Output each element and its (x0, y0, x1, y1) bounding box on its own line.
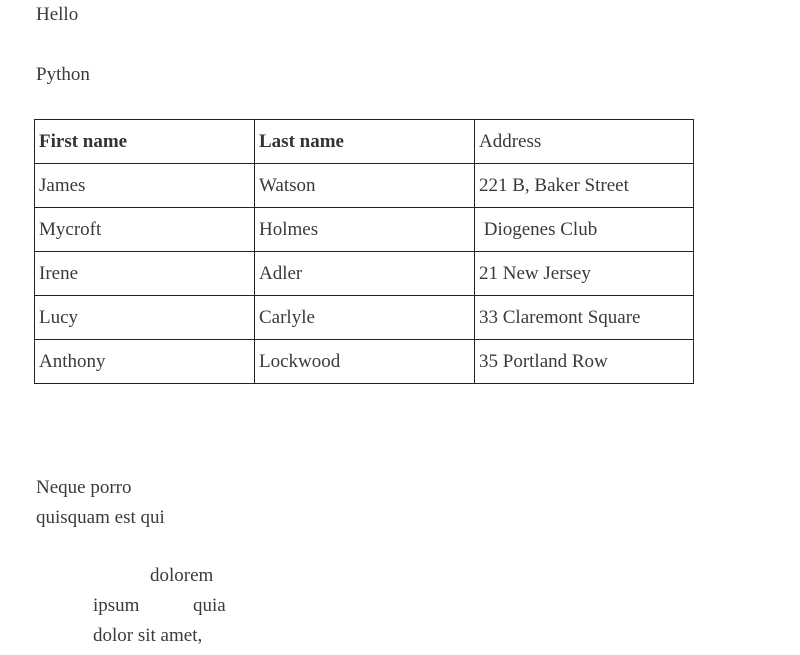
table-row (35, 208, 694, 252)
cell-last-name: Carlyle (255, 296, 475, 340)
cell-address: Diogenes Club (475, 208, 694, 252)
cell-address: 21 New Jersey (475, 252, 694, 296)
cell-last-name: Adler (255, 252, 475, 296)
cell-address: 33 Claremont Square (475, 296, 694, 340)
cell-first-name: Irene (35, 252, 255, 296)
cell-last-name: Watson (255, 164, 475, 208)
cell-first-name: James (35, 164, 255, 208)
cell-first-name: Lucy (35, 296, 255, 340)
cell-last-name: Holmes (255, 208, 475, 252)
paragraph-lorem-line: dolor sit amet, (93, 625, 203, 646)
table-row (35, 340, 694, 384)
table-row (35, 252, 694, 296)
paragraph-python: Python (36, 64, 90, 85)
paragraph-lorem-line: quisquam est qui (36, 507, 165, 528)
paragraph-lorem-line: Neque porro (36, 477, 132, 498)
header-first-name: First name (35, 120, 255, 164)
cell-first-name: Anthony (35, 340, 255, 384)
people-table (34, 119, 694, 384)
header-address: Address (475, 120, 694, 164)
paragraph-lorem-line: dolorem (150, 565, 214, 586)
paragraph-lorem-word: quia (193, 595, 226, 616)
header-last-name: Last name (255, 120, 475, 164)
table-row (35, 296, 694, 340)
paragraph-hello: Hello (36, 4, 79, 25)
table-row (35, 164, 694, 208)
cell-first-name: Mycroft (35, 208, 255, 252)
paragraph-lorem-word: ipsum (93, 595, 140, 616)
cell-last-name: Lockwood (255, 340, 475, 384)
cell-address: 221 B, Baker Street (475, 164, 694, 208)
cell-address: 35 Portland Row (475, 340, 694, 384)
table-header-row (35, 120, 694, 164)
